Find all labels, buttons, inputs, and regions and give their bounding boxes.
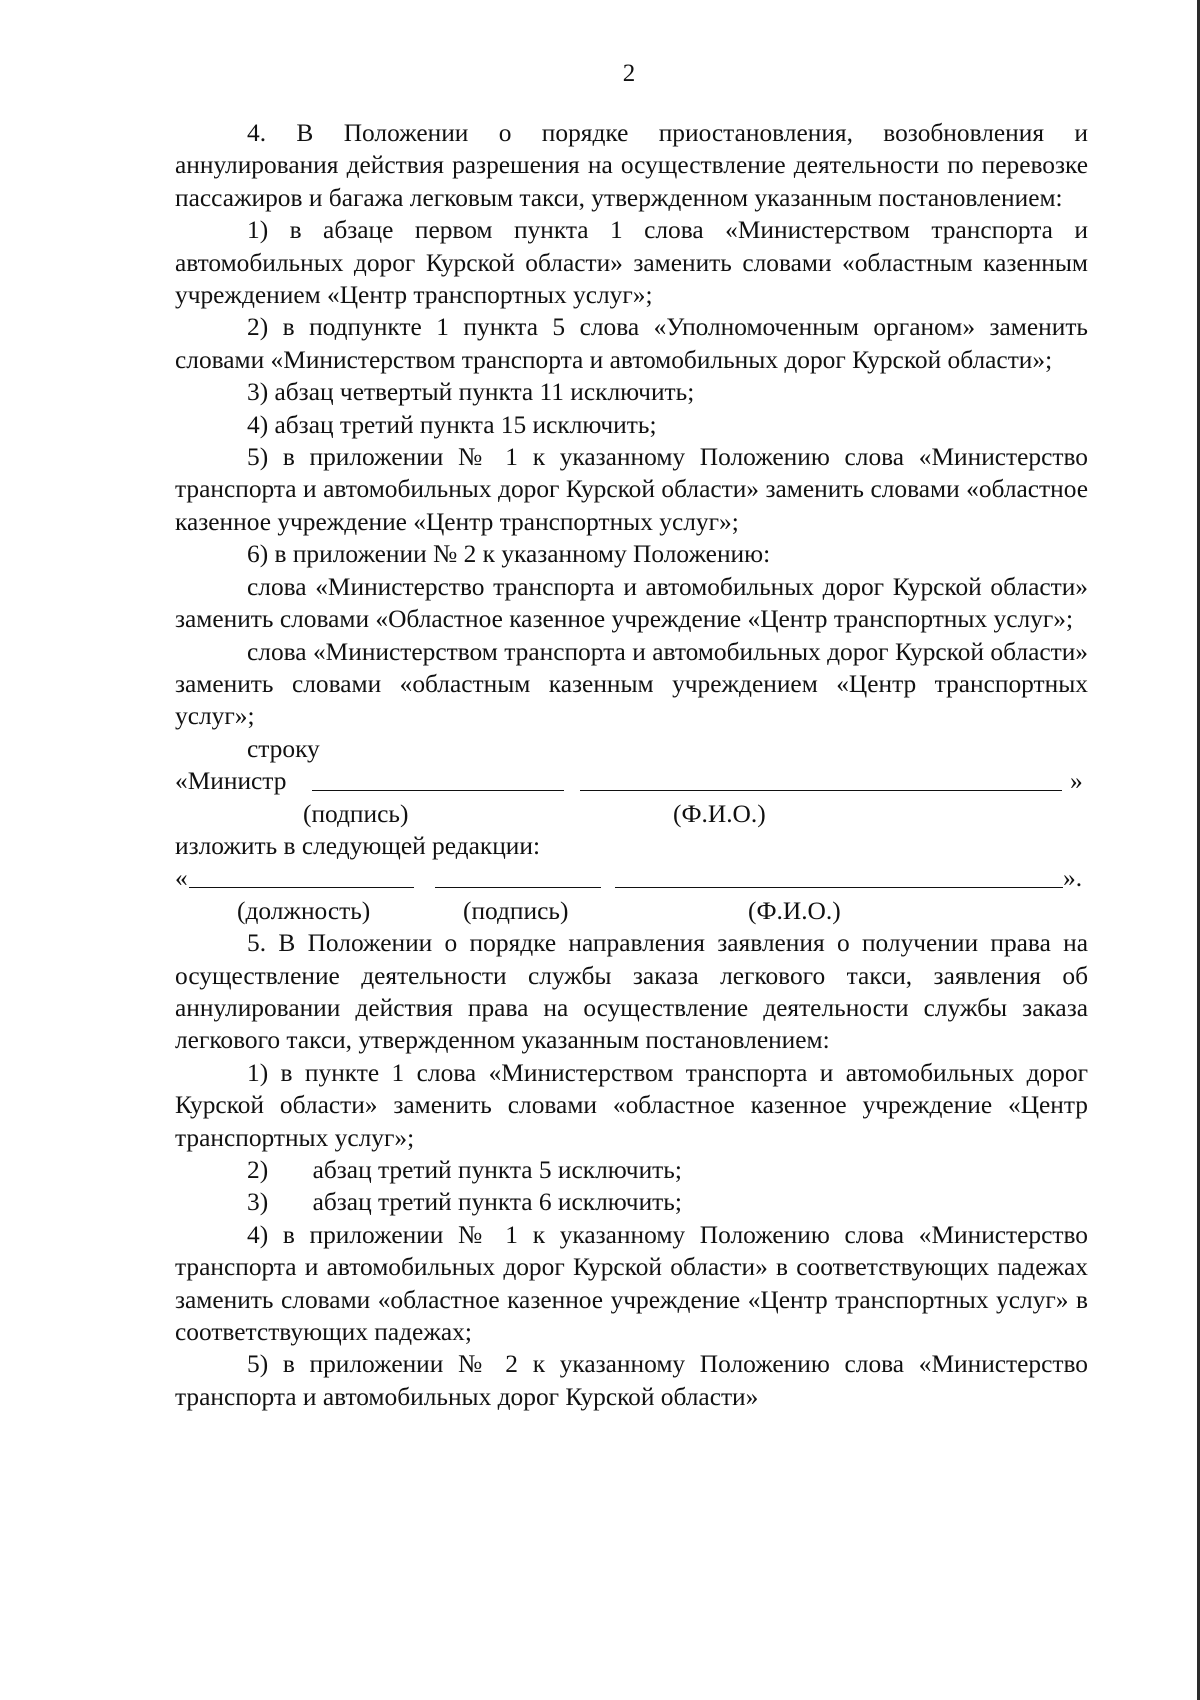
section-4-item-3: 3) абзац четвертый пункта 11 исключить; [247, 378, 695, 407]
section-5-item-2: 2) абзац третий пункта 5 исключить; [247, 1155, 682, 1184]
caption-position: (должность) [237, 896, 371, 925]
section-4-item-6-a: слова «Министерство транспорта и автомобильных дорог Курской области» заменить словами «Областное казенное учреждение «Центр транспортных услуг»; [175, 572, 1088, 634]
section-5-item-4: 4) в приложении № 1 к указанному Положению слова «Министерство транспорта и автомобильных дорог Курской области» в соответствующих падежах заменить словами «областное казенное учреждение «Центр транспортных услуг» в соответствующих падежах; [175, 1220, 1088, 1346]
section-4-item-6: 6) в приложении № 2 к указанному Положению: [247, 540, 771, 569]
section-5-item-5: 5) в приложении № 2 к указанному Положению слова «Министерство транспорта и автомобильных дорог Курской области» [175, 1350, 1088, 1411]
old-line-prefix: «Министр [175, 767, 287, 796]
signature-blank [435, 887, 601, 888]
caption-name: (Ф.И.О.) [748, 896, 841, 925]
section-4-item-1: 1) в абзаце первом пункта 1 слова «Министерством транспорта и автомобильных дорог Курской области» заменить словами «областным казенным учреждением «Центр транспортных услуг»; [175, 216, 1088, 310]
new-signature-line [175, 862, 1088, 894]
name-blank [580, 790, 1062, 791]
caption-name: (Ф.И.О.) [673, 799, 766, 828]
page-number: 2 [622, 60, 636, 87]
section-5-item-3: 3) абзац третий пункта 6 исключить; [247, 1188, 682, 1217]
new-line-suffix: ». [1063, 864, 1083, 893]
position-blank [189, 887, 414, 888]
section-5-intro: 5. В Положении о порядке направления заявления о получении права на осуществление деятельности службы заказа легкового такси, заявления об аннулировании действия права на осуществление деятельности службы заказа легкового такси, утвержденном указанным постановлением: [175, 929, 1088, 1055]
section-5-item-1: 1) в пункте 1 слова «Министерством транспорта и автомобильных дорог Курской области» заменить словами «областное казенное учреждение «Центр транспортных услуг»; [175, 1058, 1088, 1152]
new-line-captions [175, 895, 1088, 927]
old-line-captions [175, 798, 1088, 830]
section-4-item-6-b: слова «Министерством транспорта и автомобильных дорог Курской области» заменить словами «областным казенным учреждением «Центр транспортных услуг»; [175, 637, 1088, 731]
section-4-intro: 4. В Положении о порядке приостановления, возобновления и аннулирования действия разрешения на осуществление деятельности по перевозке пассажиров и багажа легковым такси, утвержденном указанным постановлением: [175, 119, 1088, 212]
signature-blank [312, 790, 564, 791]
new-line-prefix: « [175, 864, 188, 893]
section-4-item-2: 2) в подпункте 1 пункта 5 слова «Уполномоченным органом» заменить словами «Министерством транспорта и автомобильных дорог Курской области»; [175, 313, 1088, 374]
caption-signature: (подпись) [303, 799, 409, 828]
line-label: строку [247, 734, 320, 763]
document-body [175, 117, 1088, 1413]
section-4-item-5: 5) в приложении № 1 к указанному Положению слова «Министерство транспорта и автомобильных дорог Курской области» заменить словами «областное казенное учреждение «Центр транспортных услуг»; [175, 443, 1088, 536]
name-blank [615, 887, 1063, 888]
caption-signature: (подпись) [463, 896, 569, 925]
old-line-suffix: » [1070, 767, 1083, 796]
new-text-label: изложить в следующей редакции: [175, 831, 541, 860]
section-4-item-4: 4) абзац третий пункта 15 исключить; [247, 410, 657, 439]
old-signature-line [175, 765, 1088, 797]
